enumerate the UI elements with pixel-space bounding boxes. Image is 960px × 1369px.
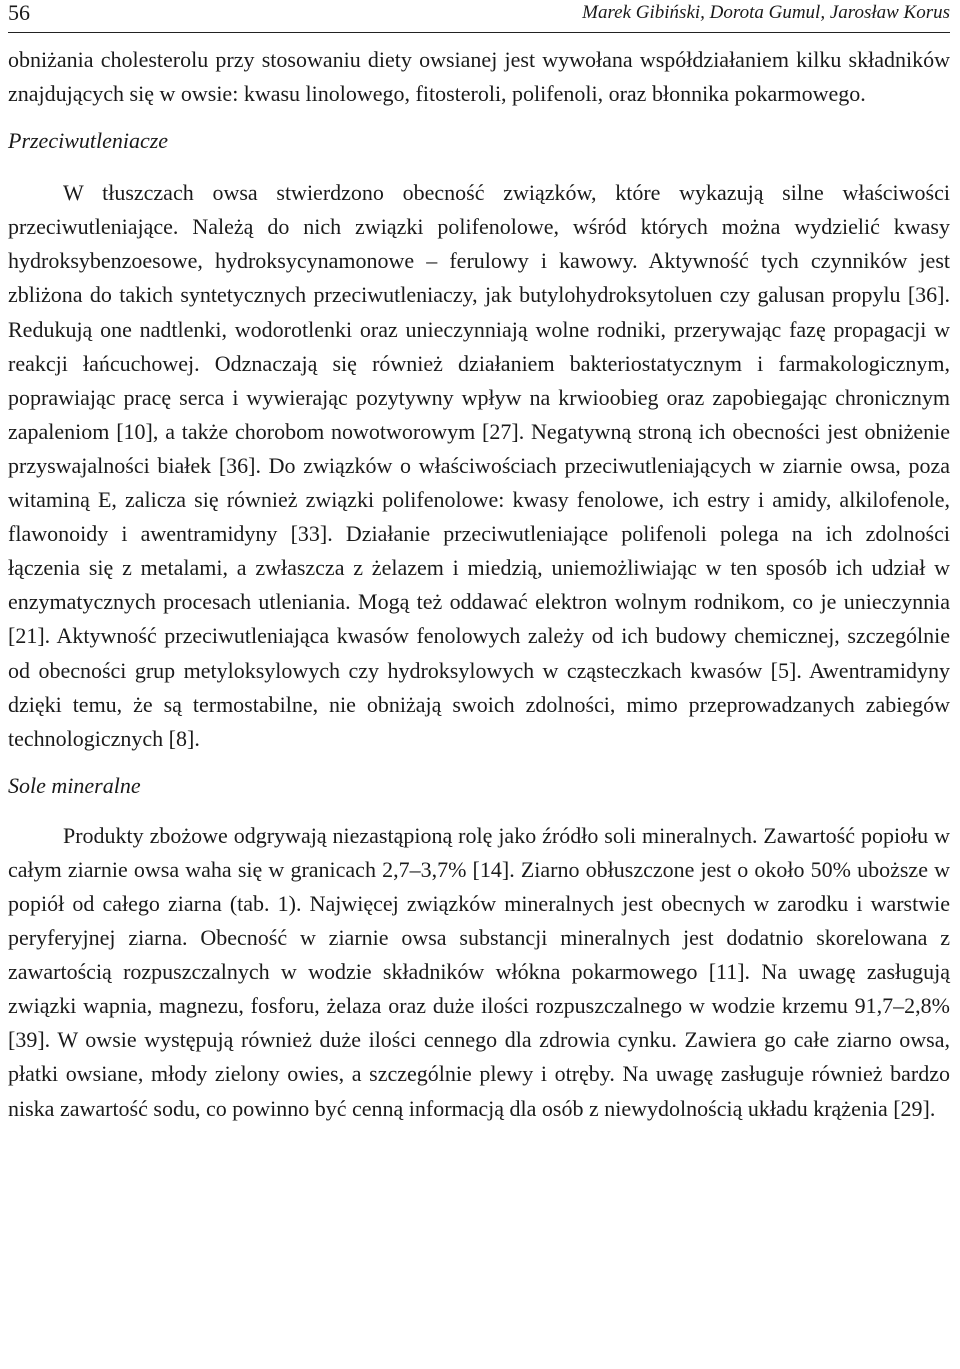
page-body	[8, 43, 950, 1126]
paragraph-antioxidants: W tłuszczach owsa stwierdzono obecność związków, które wykazują silne właściwości przeciwutleniające. Należą do nich związki polifenolowe, wśród których można wydzielić kwasy hydroksybenzoesowe, hydroksycynamonowe – ferulowy i kawowy. Aktywność tych czynników jest zbliżona do takich syntetycznych przeciwutleniaczy, jak butylohydroksytoluen czy galusan propylu [36]. Redukują one nadtlenki, wodorotlenki oraz unieczynniają wolne rodniki, przerywając fazę propagacji w reakcji łańcuchowej. Odznaczają się również działaniem bakteriostatycznym i farmakologicznym, poprawiając pracę serca i wywierając pozytywny wpływ na krwioobieg oraz zapobiegając chronicznym zapaleniom [10], a także chorobom nowotworowym [27]. Negatywną stroną ich obecności jest obniżenie przyswajalności białek [36]. Do związków o właściwościach przeciwutleniających w ziarnie owsa, poza witaminą E, zalicza się również związki polifenolowe: kwasy fenolowe, ich estry i amidy, alkilofenole, flawonoidy i awentramidyny [33]. Działanie przeciwutleniające polifenoli polega na ich zdolności łączenia się z metalami, a zwłaszcza z żelazem i miedzią, uniemożliwiając w ten sposób ich udział w enzymatycznych procesach utleniania. Mogą też oddawać elektron wolnym rodnikom, co je unieczynnia [21]. Aktywność przeciwutleniająca kwasów fenolowych zależy od ich budowy chemicznej, szczególnie od obecności grup metyloksylowych czy hydroksylowych w cząsteczkach kwasów [5]. Awentramidyny dzięki temu, że są termostabilne, nie obniżają swoich zdolności, mimo przeprowadzanych zabiegów technologicznych [8].	[8, 180, 950, 751]
header-rule	[8, 32, 950, 33]
paragraph-minerals: Produkty zbożowe odgrywają niezastąpioną rolę jako źródło soli mineralnych. Zawartość popiołu w całym ziarnie owsa waha się w granicach 2,7–3,7% [14]. Ziarno obłuszczone jest o około 50% uboższe w popiół od całego ziarna (tab. 1). Najwięcej związków mineralnych jest obecnych w zarodku i warstwie peryferyjnej ziarna. Obecność w ziarnie owsa substancji mineralnych jest dodatnio skorelowana z zawartością rozpuszczalnych w wodzie składników włókna pokarmowego [11]. Na uwagę zasługują związki wapnia, magnezu, fosforu, żelaza oraz duże ilości rozpuszczalnego w wodzie krzemu 91,7–2,8% [39]. W owsie występują również duże ilości cennego dla zdrowia cynku. Zawiera go całe ziarno owsa, płatki owsiane, młody zielony owies, a szczególnie plewy i otręby. Na uwagę zasługuje również bardzo niska zawartość sodu, co powinno być cenną informacją dla osób z niewydolnością układu krążenia [29].	[8, 822, 950, 1121]
page-header	[8, 0, 950, 34]
section-heading-minerals: Sole mineralne	[8, 772, 141, 798]
section-heading-antioxidants: Przeciwutleniacze	[8, 128, 169, 154]
running-head-authors: Marek Gibiński, Dorota Gumul, Jarosław Korus	[582, 2, 950, 23]
paragraph-intro: obniżania cholesterolu przy stosowaniu diety owsianej jest wywołana współdziałaniem kilku składników znajdujących się w owsie: kwasu linolowego, fitosteroli, polifenoli, oraz błonnika pokarmowego.	[8, 47, 950, 107]
page-number: 56	[8, 0, 30, 25]
